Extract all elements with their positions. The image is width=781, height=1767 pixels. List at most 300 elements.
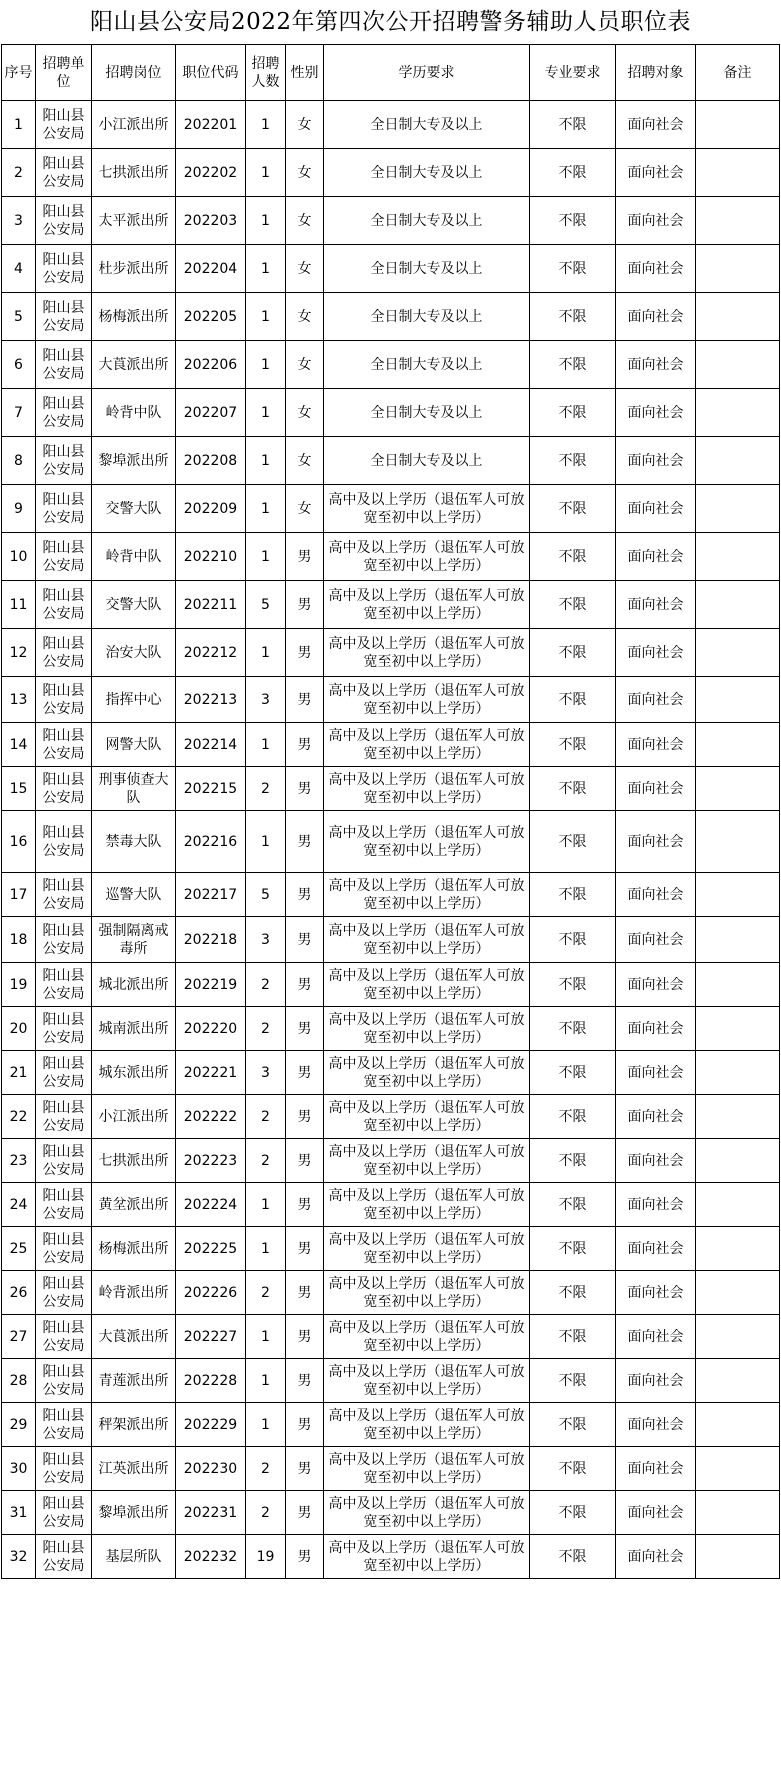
cell-remarks	[696, 767, 780, 811]
cell-code: 202209	[176, 485, 246, 533]
cell-position: 城北派出所	[92, 963, 176, 1007]
cell-index: 30	[2, 1447, 36, 1491]
cell-code: 202214	[176, 723, 246, 767]
cell-remarks	[696, 1271, 780, 1315]
cell-major: 不限	[530, 1227, 616, 1271]
cell-major: 不限	[530, 1095, 616, 1139]
cell-education: 高中及以上学历（退伍军人可放宽至初中以上学历）	[324, 485, 530, 533]
cell-position: 城南派出所	[92, 1007, 176, 1051]
cell-code: 202203	[176, 197, 246, 245]
cell-code: 202205	[176, 293, 246, 341]
cell-target: 面向社会	[616, 723, 696, 767]
cell-target: 面向社会	[616, 1491, 696, 1535]
table-header-row	[2, 45, 780, 101]
cell-position: 杨梅派出所	[92, 1227, 176, 1271]
cell-major: 不限	[530, 1447, 616, 1491]
cell-index: 26	[2, 1271, 36, 1315]
cell-count: 1	[246, 1403, 286, 1447]
cell-code: 202201	[176, 101, 246, 149]
cell-education: 全日制大专及以上	[324, 245, 530, 293]
cell-unit: 阳山县公安局	[36, 245, 92, 293]
cell-target: 面向社会	[616, 1227, 696, 1271]
cell-index: 23	[2, 1139, 36, 1183]
cell-index: 28	[2, 1359, 36, 1403]
cell-gender: 男	[286, 1447, 324, 1491]
cell-unit: 阳山县公安局	[36, 1095, 92, 1139]
cell-target: 面向社会	[616, 197, 696, 245]
cell-major: 不限	[530, 1403, 616, 1447]
cell-major: 不限	[530, 581, 616, 629]
cell-index: 8	[2, 437, 36, 485]
cell-unit: 阳山县公安局	[36, 629, 92, 677]
cell-unit: 阳山县公安局	[36, 1535, 92, 1579]
cell-education: 全日制大专及以上	[324, 437, 530, 485]
cell-count: 1	[246, 1315, 286, 1359]
cell-code: 202206	[176, 341, 246, 389]
cell-gender: 男	[286, 1491, 324, 1535]
cell-education: 高中及以上学历（退伍军人可放宽至初中以上学历）	[324, 917, 530, 963]
cell-index: 31	[2, 1491, 36, 1535]
cell-gender: 男	[286, 1007, 324, 1051]
cell-count: 1	[246, 245, 286, 293]
cell-remarks	[696, 811, 780, 873]
cell-index: 16	[2, 811, 36, 873]
cell-gender: 男	[286, 1095, 324, 1139]
cell-index: 10	[2, 533, 36, 581]
header-gender: 性别	[286, 45, 324, 101]
cell-unit: 阳山县公安局	[36, 293, 92, 341]
table-row	[2, 101, 780, 149]
cell-position: 基层所队	[92, 1535, 176, 1579]
cell-remarks	[696, 101, 780, 149]
cell-gender: 男	[286, 1183, 324, 1227]
cell-gender: 男	[286, 767, 324, 811]
cell-education: 高中及以上学历（退伍军人可放宽至初中以上学历）	[324, 963, 530, 1007]
cell-unit: 阳山县公安局	[36, 101, 92, 149]
cell-position: 黎埠派出所	[92, 1491, 176, 1535]
cell-remarks	[696, 533, 780, 581]
table-row	[2, 1271, 780, 1315]
cell-position: 岭背中队	[92, 389, 176, 437]
cell-position: 大莨派出所	[92, 1315, 176, 1359]
cell-code: 202210	[176, 533, 246, 581]
cell-remarks	[696, 1139, 780, 1183]
cell-count: 2	[246, 1447, 286, 1491]
table-row	[2, 1359, 780, 1403]
cell-count: 1	[246, 101, 286, 149]
header-remarks: 备注	[696, 45, 780, 101]
cell-major: 不限	[530, 677, 616, 723]
cell-unit: 阳山县公安局	[36, 197, 92, 245]
cell-unit: 阳山县公安局	[36, 533, 92, 581]
table-row	[2, 581, 780, 629]
cell-remarks	[696, 873, 780, 917]
cell-count: 1	[246, 437, 286, 485]
cell-education: 全日制大专及以上	[324, 389, 530, 437]
cell-target: 面向社会	[616, 101, 696, 149]
cell-major: 不限	[530, 1051, 616, 1095]
table-row	[2, 723, 780, 767]
cell-index: 20	[2, 1007, 36, 1051]
header-count: 招聘人数	[246, 45, 286, 101]
cell-code: 202213	[176, 677, 246, 723]
cell-index: 1	[2, 101, 36, 149]
cell-code: 202232	[176, 1535, 246, 1579]
cell-count: 1	[246, 629, 286, 677]
table-row	[2, 485, 780, 533]
cell-code: 202228	[176, 1359, 246, 1403]
cell-index: 4	[2, 245, 36, 293]
cell-target: 面向社会	[616, 581, 696, 629]
cell-target: 面向社会	[616, 1139, 696, 1183]
cell-target: 面向社会	[616, 1359, 696, 1403]
cell-unit: 阳山县公安局	[36, 1227, 92, 1271]
table-row	[2, 389, 780, 437]
cell-code: 202208	[176, 437, 246, 485]
cell-position: 杨梅派出所	[92, 293, 176, 341]
table-row	[2, 1491, 780, 1535]
cell-remarks	[696, 341, 780, 389]
cell-count: 3	[246, 917, 286, 963]
cell-position: 黎埠派出所	[92, 437, 176, 485]
cell-education: 高中及以上学历（退伍军人可放宽至初中以上学历）	[324, 723, 530, 767]
cell-education: 全日制大专及以上	[324, 341, 530, 389]
cell-count: 3	[246, 1051, 286, 1095]
cell-position: 交警大队	[92, 485, 176, 533]
cell-unit: 阳山县公安局	[36, 917, 92, 963]
cell-code: 202222	[176, 1095, 246, 1139]
cell-education: 高中及以上学历（退伍军人可放宽至初中以上学历）	[324, 677, 530, 723]
cell-unit: 阳山县公安局	[36, 437, 92, 485]
cell-count: 1	[246, 149, 286, 197]
positions-table	[1, 44, 780, 1579]
table-row	[2, 1051, 780, 1095]
cell-index: 12	[2, 629, 36, 677]
cell-unit: 阳山县公安局	[36, 1139, 92, 1183]
table-row	[2, 1227, 780, 1271]
cell-unit: 阳山县公安局	[36, 1271, 92, 1315]
cell-gender: 男	[286, 963, 324, 1007]
cell-unit: 阳山县公安局	[36, 1447, 92, 1491]
cell-code: 202217	[176, 873, 246, 917]
cell-code: 202224	[176, 1183, 246, 1227]
cell-code: 202230	[176, 1447, 246, 1491]
table-body	[2, 101, 780, 1579]
cell-major: 不限	[530, 963, 616, 1007]
cell-remarks	[696, 1535, 780, 1579]
cell-target: 面向社会	[616, 677, 696, 723]
cell-remarks	[696, 1227, 780, 1271]
cell-target: 面向社会	[616, 485, 696, 533]
cell-education: 全日制大专及以上	[324, 197, 530, 245]
cell-count: 1	[246, 341, 286, 389]
table-row	[2, 245, 780, 293]
cell-major: 不限	[530, 485, 616, 533]
cell-code: 202204	[176, 245, 246, 293]
cell-remarks	[696, 1007, 780, 1051]
cell-education: 高中及以上学历（退伍军人可放宽至初中以上学历）	[324, 1271, 530, 1315]
cell-unit: 阳山县公安局	[36, 581, 92, 629]
cell-major: 不限	[530, 1139, 616, 1183]
cell-major: 不限	[530, 1315, 616, 1359]
table-row	[2, 1095, 780, 1139]
cell-count: 1	[246, 1359, 286, 1403]
cell-unit: 阳山县公安局	[36, 1183, 92, 1227]
cell-major: 不限	[530, 1491, 616, 1535]
table-row	[2, 1007, 780, 1051]
cell-target: 面向社会	[616, 1051, 696, 1095]
cell-unit: 阳山县公安局	[36, 767, 92, 811]
cell-remarks	[696, 1403, 780, 1447]
cell-gender: 女	[286, 341, 324, 389]
cell-education: 高中及以上学历（退伍军人可放宽至初中以上学历）	[324, 873, 530, 917]
cell-major: 不限	[530, 1535, 616, 1579]
table-row	[2, 1535, 780, 1579]
cell-count: 2	[246, 767, 286, 811]
cell-count: 1	[246, 1183, 286, 1227]
cell-target: 面向社会	[616, 767, 696, 811]
table-row	[2, 533, 780, 581]
header-code: 职位代码	[176, 45, 246, 101]
cell-target: 面向社会	[616, 1535, 696, 1579]
cell-position: 交警大队	[92, 581, 176, 629]
cell-gender: 男	[286, 581, 324, 629]
cell-unit: 阳山县公安局	[36, 1491, 92, 1535]
cell-count: 1	[246, 485, 286, 533]
table-row	[2, 1447, 780, 1491]
cell-major: 不限	[530, 1271, 616, 1315]
cell-index: 15	[2, 767, 36, 811]
cell-target: 面向社会	[616, 1315, 696, 1359]
table-row	[2, 1183, 780, 1227]
cell-code: 202218	[176, 917, 246, 963]
table-row	[2, 917, 780, 963]
cell-gender: 女	[286, 245, 324, 293]
cell-code: 202220	[176, 1007, 246, 1051]
cell-remarks	[696, 917, 780, 963]
cell-unit: 阳山县公安局	[36, 485, 92, 533]
cell-unit: 阳山县公安局	[36, 149, 92, 197]
cell-major: 不限	[530, 873, 616, 917]
cell-target: 面向社会	[616, 629, 696, 677]
cell-remarks	[696, 485, 780, 533]
cell-education: 高中及以上学历（退伍军人可放宽至初中以上学历）	[324, 1447, 530, 1491]
cell-index: 25	[2, 1227, 36, 1271]
cell-education: 全日制大专及以上	[324, 149, 530, 197]
cell-target: 面向社会	[616, 437, 696, 485]
header-major: 专业要求	[530, 45, 616, 101]
cell-count: 1	[246, 1227, 286, 1271]
cell-education: 高中及以上学历（退伍军人可放宽至初中以上学历）	[324, 1139, 530, 1183]
cell-major: 不限	[530, 1359, 616, 1403]
cell-index: 9	[2, 485, 36, 533]
cell-code: 202219	[176, 963, 246, 1007]
cell-unit: 阳山县公安局	[36, 873, 92, 917]
cell-gender: 男	[286, 1403, 324, 1447]
cell-remarks	[696, 197, 780, 245]
cell-target: 面向社会	[616, 1183, 696, 1227]
header-position: 招聘岗位	[92, 45, 176, 101]
cell-position: 禁毒大队	[92, 811, 176, 873]
cell-position: 城东派出所	[92, 1051, 176, 1095]
cell-major: 不限	[530, 389, 616, 437]
cell-target: 面向社会	[616, 1271, 696, 1315]
cell-remarks	[696, 963, 780, 1007]
cell-education: 高中及以上学历（退伍军人可放宽至初中以上学历）	[324, 1007, 530, 1051]
table-row	[2, 629, 780, 677]
cell-index: 5	[2, 293, 36, 341]
cell-count: 5	[246, 581, 286, 629]
cell-position: 黄坌派出所	[92, 1183, 176, 1227]
cell-education: 高中及以上学历（退伍军人可放宽至初中以上学历）	[324, 533, 530, 581]
table-row	[2, 437, 780, 485]
cell-gender: 男	[286, 811, 324, 873]
cell-gender: 女	[286, 485, 324, 533]
cell-gender: 男	[286, 1315, 324, 1359]
cell-unit: 阳山县公安局	[36, 1403, 92, 1447]
cell-major: 不限	[530, 293, 616, 341]
cell-remarks	[696, 1315, 780, 1359]
cell-major: 不限	[530, 767, 616, 811]
cell-count: 5	[246, 873, 286, 917]
cell-gender: 女	[286, 149, 324, 197]
cell-major: 不限	[530, 811, 616, 873]
cell-index: 18	[2, 917, 36, 963]
cell-index: 27	[2, 1315, 36, 1359]
cell-target: 面向社会	[616, 811, 696, 873]
cell-index: 29	[2, 1403, 36, 1447]
cell-position: 七拱派出所	[92, 149, 176, 197]
cell-unit: 阳山县公安局	[36, 1315, 92, 1359]
table-row	[2, 1139, 780, 1183]
cell-count: 1	[246, 811, 286, 873]
cell-code: 202212	[176, 629, 246, 677]
cell-index: 19	[2, 963, 36, 1007]
cell-position: 秤架派出所	[92, 1403, 176, 1447]
cell-count: 2	[246, 1271, 286, 1315]
cell-remarks	[696, 1051, 780, 1095]
cell-position: 刑事侦查大队	[92, 767, 176, 811]
cell-major: 不限	[530, 149, 616, 197]
cell-position: 强制隔离戒毒所	[92, 917, 176, 963]
cell-education: 高中及以上学历（退伍军人可放宽至初中以上学历）	[324, 1491, 530, 1535]
cell-remarks	[696, 1447, 780, 1491]
cell-gender: 男	[286, 629, 324, 677]
cell-target: 面向社会	[616, 245, 696, 293]
cell-major: 不限	[530, 629, 616, 677]
cell-index: 2	[2, 149, 36, 197]
cell-unit: 阳山县公安局	[36, 677, 92, 723]
cell-education: 高中及以上学历（退伍军人可放宽至初中以上学历）	[324, 767, 530, 811]
cell-code: 202231	[176, 1491, 246, 1535]
cell-major: 不限	[530, 533, 616, 581]
cell-count: 2	[246, 1007, 286, 1051]
cell-index: 17	[2, 873, 36, 917]
cell-code: 202226	[176, 1271, 246, 1315]
cell-remarks	[696, 293, 780, 341]
cell-unit: 阳山县公安局	[36, 963, 92, 1007]
cell-count: 19	[246, 1535, 286, 1579]
cell-unit: 阳山县公安局	[36, 389, 92, 437]
cell-position: 岭背派出所	[92, 1271, 176, 1315]
table-row	[2, 341, 780, 389]
cell-code: 202227	[176, 1315, 246, 1359]
cell-education: 高中及以上学历（退伍军人可放宽至初中以上学历）	[324, 1535, 530, 1579]
cell-target: 面向社会	[616, 917, 696, 963]
cell-target: 面向社会	[616, 873, 696, 917]
table-row	[2, 149, 780, 197]
cell-index: 11	[2, 581, 36, 629]
cell-gender: 男	[286, 1227, 324, 1271]
cell-index: 3	[2, 197, 36, 245]
cell-major: 不限	[530, 1007, 616, 1051]
cell-remarks	[696, 1359, 780, 1403]
cell-index: 7	[2, 389, 36, 437]
cell-education: 高中及以上学历（退伍军人可放宽至初中以上学历）	[324, 629, 530, 677]
header-education: 学历要求	[324, 45, 530, 101]
cell-index: 14	[2, 723, 36, 767]
cell-position: 大莨派出所	[92, 341, 176, 389]
cell-code: 202202	[176, 149, 246, 197]
cell-index: 13	[2, 677, 36, 723]
cell-major: 不限	[530, 245, 616, 293]
cell-count: 1	[246, 197, 286, 245]
table-row	[2, 293, 780, 341]
cell-education: 高中及以上学历（退伍军人可放宽至初中以上学历）	[324, 1095, 530, 1139]
cell-education: 高中及以上学历（退伍军人可放宽至初中以上学历）	[324, 1183, 530, 1227]
cell-index: 6	[2, 341, 36, 389]
cell-education: 全日制大专及以上	[324, 293, 530, 341]
cell-target: 面向社会	[616, 1403, 696, 1447]
cell-index: 21	[2, 1051, 36, 1095]
page-title: 阳山县公安局2022年第四次公开招聘警务辅助人员职位表	[89, 9, 692, 35]
cell-count: 3	[246, 677, 286, 723]
table-row	[2, 873, 780, 917]
cell-education: 全日制大专及以上	[324, 101, 530, 149]
cell-position: 治安大队	[92, 629, 176, 677]
cell-gender: 男	[286, 917, 324, 963]
cell-target: 面向社会	[616, 293, 696, 341]
cell-remarks	[696, 389, 780, 437]
cell-position: 巡警大队	[92, 873, 176, 917]
cell-target: 面向社会	[616, 963, 696, 1007]
cell-index: 32	[2, 1535, 36, 1579]
header-target: 招聘对象	[616, 45, 696, 101]
cell-target: 面向社会	[616, 1007, 696, 1051]
cell-code: 202216	[176, 811, 246, 873]
cell-major: 不限	[530, 1183, 616, 1227]
table-row	[2, 963, 780, 1007]
cell-gender: 男	[286, 1271, 324, 1315]
header-index: 序号	[2, 45, 36, 101]
cell-index: 22	[2, 1095, 36, 1139]
cell-position: 小江派出所	[92, 101, 176, 149]
cell-position: 杜步派出所	[92, 245, 176, 293]
cell-code: 202207	[176, 389, 246, 437]
cell-target: 面向社会	[616, 1095, 696, 1139]
cell-unit: 阳山县公安局	[36, 1359, 92, 1403]
cell-remarks	[696, 629, 780, 677]
cell-count: 1	[246, 723, 286, 767]
cell-gender: 女	[286, 389, 324, 437]
cell-position: 岭背中队	[92, 533, 176, 581]
cell-count: 2	[246, 1095, 286, 1139]
cell-count: 2	[246, 1139, 286, 1183]
cell-education: 高中及以上学历（退伍军人可放宽至初中以上学历）	[324, 1315, 530, 1359]
cell-major: 不限	[530, 437, 616, 485]
cell-code: 202229	[176, 1403, 246, 1447]
table-row	[2, 677, 780, 723]
